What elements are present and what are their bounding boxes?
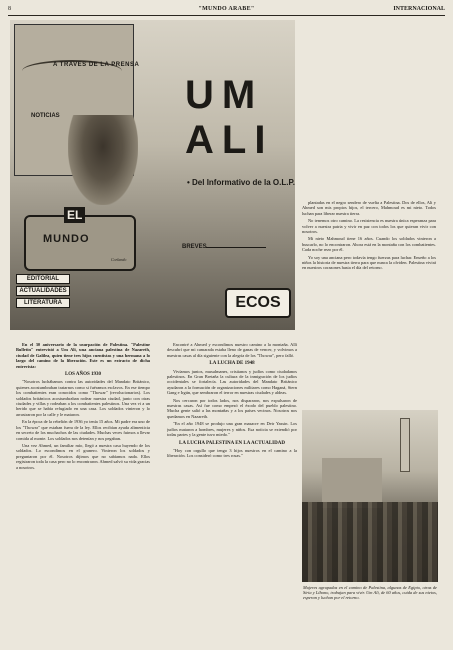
stack-item-actualidades: ACTUALIDADES — [16, 286, 70, 296]
stack-item-literatura: LITERATURA — [16, 298, 70, 308]
header-rule — [8, 15, 445, 16]
photo-building — [322, 458, 382, 508]
noticia-label: NOTICIAS — [31, 113, 60, 119]
page-header — [8, 6, 445, 15]
paragraph: Yo soy una anciana pero todavía tengo fuerzas para luchar. Enseño a los niños la historia de nuestra tierra para que nunca la olviden. Palestina vivirá en nuestros corazones hasta el día del retorno. — [302, 254, 436, 271]
column-2 — [167, 342, 297, 647]
paragraph: No tenemos otro camino. La resistencia es nuestra única esperanza para volver a nuestra patria y vivir en paz con todos los que quieran vivir con nosotros. — [302, 218, 436, 235]
subheading-1930: LOS AÑOS 1930 — [64, 372, 102, 378]
ecos-box: ECOS — [225, 288, 291, 318]
subheading-actualidad: LA LUCHA PALESTINA EN LA ACTUALIDAD — [179, 440, 285, 446]
paragraph: Encontré a Ahmed y escondimos nuestro camino a la montaña. Allí descubrí que mi camarada estaba lleno de ganas de vencer, y volvimos a nuestras casas al día siguiente con la alegría de los "Thowar", pero falló. — [167, 342, 297, 358]
boy-figure — [68, 115, 138, 205]
intro-paragraph: En el 30 aniversario de la usurpación de Palestina. "Palestine Bulletin" entrevistó a Um Ali, una anciana palestina de Nazareth, ciudad de Galilea, quien tiene tres hijos cuentistas y una hermana a lo largo del camino de la liberación. Este es un extracto de dicha entrevista: — [16, 342, 150, 369]
paragraph: plantadas en el negro sendero de vuelta a Palestina. Dos de ellos, Ali y Ahmed son mis propios hijos, el tercero, Mahmoud es mi nieto. Todos luchan para liberar nuestra tierra. — [302, 200, 436, 216]
collage-illustration — [10, 20, 295, 330]
minaret-shape — [400, 418, 410, 472]
paragraph: Vivíamos juntos, musulmanes, cristianos y judíos como ciudadanos palestinos. En Gran Bretaña la cultura de la inmigración de los judíos occidentales se fortalecía. Las autoridades del Mandato Británico ayudaron a la formación de organizaciones militares como Haganá, Stern Gang e Irgún, que sembraron el terror en nuestras ciudades y aldeas. — [167, 368, 297, 396]
artist-signature: Corlando — [111, 257, 127, 262]
paragraph: "Hoy con orgullo que tengo 3 hijos nuestros en el camino a la liberación. Los consideró como tres rosas." — [167, 447, 297, 459]
traves-label: A TRAVES DE LA PRENSA — [53, 62, 140, 68]
paragraph: Una vez Ahmed, un familiar mío, llegó a nuestra casa huyendo de los soldados. Lo escondimos en el granero. Vinieron los soldados y preguntaron por él. Nosotros dijimos que no sabíamos nada. Ellos registraron toda la casa pero no lo encontraron. Ahmed salvó su vida gracias a nosotros. — [16, 442, 150, 470]
headline-line-2: ALI — [185, 118, 274, 162]
paragraph: Mi nieto Mahmoud tiene 16 años. Cuando los soldados vinieron a buscarlo, no lo encontraron. Ahora está en la montaña con los combatientes. Cada noche rezo por él. — [302, 236, 436, 253]
paragraph: "Nosotros luchábamos contra las autoridades del Mandato Británico, quienes acostumbraban tratarnos como si fuéramos esclavos. En ese tiempo los combatientes eran conocidos como "Thowar" (revolucionarios). Los soldados británicos acostumbraban rodear nuestra ciudad, junto con otras ciudades y villas y rodeaban a los combatientes palestinos. Una vez vi a un herido que se había refugiado en una casa. Los soldados vinieron y lo arrastraron por la calle y le mataron. — [16, 379, 150, 417]
page-number: 8 — [8, 6, 11, 12]
paragraph: En la época de la rebelión de 1936 yo tenía 15 años. Mi padre era uno de los "Thowar" que estaban fuera de la ley. Ellos recibían ayuda alimenticia en secreto de los muchachos de las ciudades. Muchas veces fuimos a llevar comida al monte. Los soldados nos detenían y nos pegaban. — [16, 419, 150, 441]
photo-caption: Mujeres agrupadas en el camino de Palestina, algunas de Egipto, otras de Siria y Líbano, trabajan para vivir. Um Ali, de 60 años, cuida de sus nietos, esperan y luchan por el retorno. — [303, 585, 437, 601]
publication-title: "MUNDO ARABE" — [198, 6, 255, 12]
paragraph: Nos cercaron por todos lados, nos dispararon, nos expulsaron de nuestras casas. Así fue como empezó el éxodo del pueblo palestino. Mucha gente salió a las montañas y a los países vecinos. Nosotros nos quedamos en Nazareth. — [167, 397, 297, 419]
photo-crowd — [302, 502, 438, 582]
byline: • Del Informativo de la O.L.P. — [187, 178, 296, 187]
paragraph: "En el año 1948 se produjo una gran masacre en Deir Yassin. Los judíos mataron a hombres, mujeres y niños. Esa noticia se extendió por todas partes y la gente tuvo miedo." — [167, 421, 297, 438]
el-label: EL — [64, 207, 85, 223]
mundo-label: MUNDO — [43, 233, 90, 245]
street-photo — [302, 410, 438, 582]
section-name: INTERNACIONAL — [393, 6, 445, 12]
section-stack — [16, 274, 70, 310]
breves-rule — [206, 247, 266, 248]
stack-item-editorial: EDITORIAL — [16, 274, 70, 284]
subheading-1948: LA LUCHA DE 1948 — [209, 361, 255, 367]
breves-label: BREVES — [182, 244, 207, 250]
column-1 — [16, 342, 150, 647]
headline-line-1: UM — [185, 73, 264, 117]
